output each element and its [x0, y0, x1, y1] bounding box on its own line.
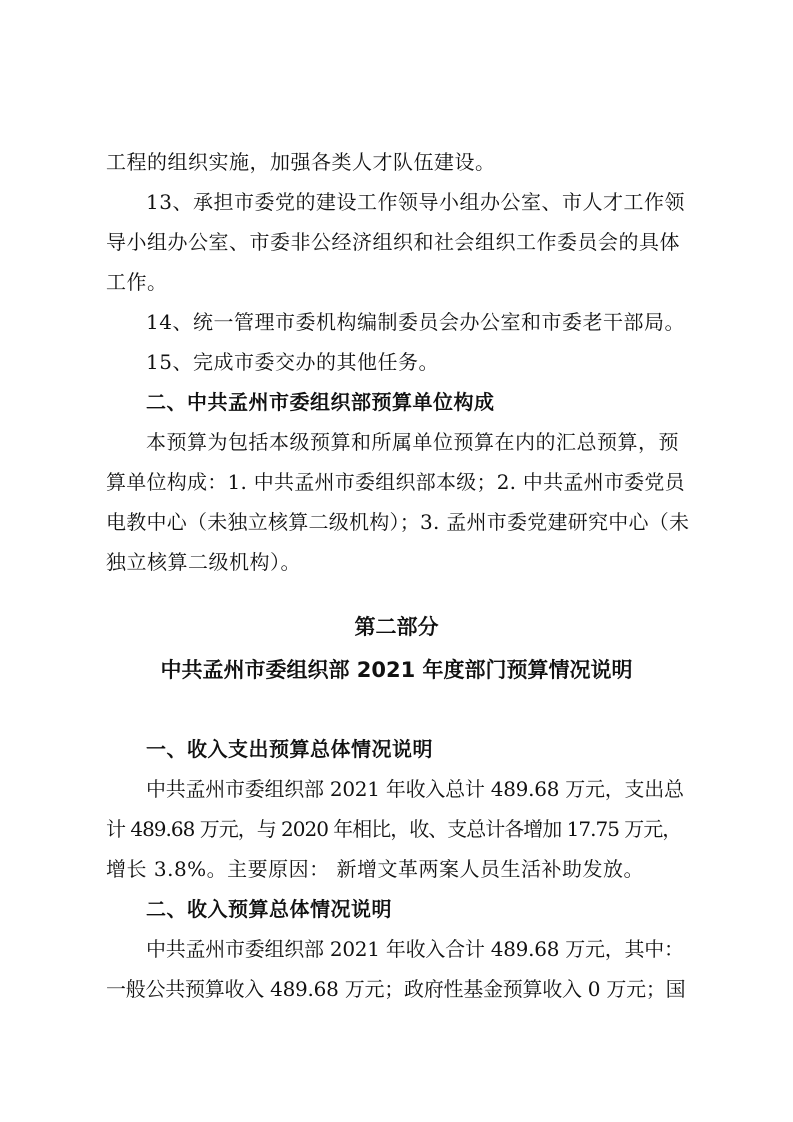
section-heading: 二、收入预算总体情况说明 — [146, 897, 392, 921]
paragraph-line: 计 489.68 万元，与 2020 年相比，收、支总计各增加 17.75 万元， — [106, 817, 682, 841]
list-item-13-line: 工作。 — [106, 270, 168, 294]
paragraph-line: 一般公共预算收入 489.68 万元；政府性基金预算收入 0 万元；国 — [106, 977, 686, 1001]
paragraph-line: 工程的组织实施，加强各类人才队伍建设。 — [106, 150, 496, 174]
paragraph-line: 中共孟州市委组织部 2021 年收入合计 489.68 万元，其中： — [146, 937, 684, 961]
section-heading: 一、收入支出预算总体情况说明 — [146, 737, 433, 761]
paragraph-line: 电教中心（未独立核算二级机构）；3. 孟州市委党建研究中心（未 — [106, 510, 690, 534]
list-item-13-line: 导小组办公室、市委非公经济组织和社会组织工作委员会的具体 — [106, 230, 680, 254]
list-item-15: 15、完成市委交办的其他任务。 — [146, 350, 439, 374]
paragraph-line: 中共孟州市委组织部 2021 年收入总计 489.68 万元，支出总 — [146, 777, 684, 801]
paragraph-line: 本预算为包括本级预算和所属单位预算在内的汇总预算，预 — [146, 430, 679, 454]
paragraph-line: 算单位构成：1. 中共孟州市委组织部本级；2. 中共孟州市委党员 — [106, 470, 685, 494]
list-item-13-line: 13、承担市委党的建设工作领导小组办公室、市人才工作领 — [146, 190, 685, 214]
part-title: 第二部分 — [354, 615, 439, 639]
paragraph-line: 独立核算二级机构）。 — [106, 550, 301, 574]
paragraph-line: 增长 3.8%。主要原因： 新增文革两案人员生活补助发放。 — [106, 857, 645, 881]
list-item-14: 14、统一管理市委机构编制委员会办公室和市委老干部局。 — [146, 310, 685, 334]
section-heading: 二、中共孟州市委组织部预算单位构成 — [146, 390, 495, 414]
part-subtitle: 中共孟州市委组织部 2021 年度部门预算情况说明 — [160, 658, 633, 682]
